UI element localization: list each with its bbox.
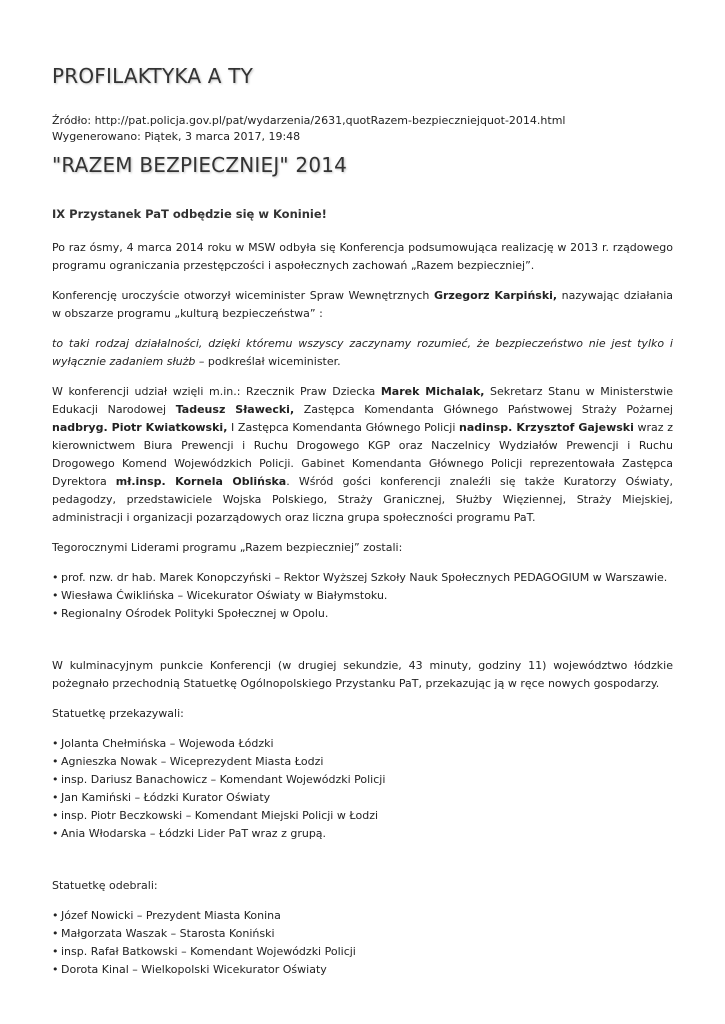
leaders-list — [52, 569, 673, 623]
list-item: • insp. Rafał Batkowski – Komendant Wojewódzki Policji — [52, 943, 673, 961]
text: wraz z kierownictwem Biura Prewencji i Ruchu Drogowego KGP oraz Naczelnicy Wydziałów Prewencji i Ruchu Drogowego Komend Wojewódzkich Policji. Gabinet Komendanta Głównego Policji reprezentowała Zastępca Dyrektora — [52, 421, 673, 488]
text: – podkreślał wiceminister. — [195, 355, 341, 368]
speaker-name: Grzegorz Karpiński, — [433, 289, 558, 302]
list-item: • insp. Piotr Beczkowski – Komendant Miejski Policji w Łodzi — [52, 807, 673, 825]
text: Sekretarz Stanu w Ministerstwie Edukacji Narodowej — [52, 385, 674, 416]
list-item: • Jolanta Chełmińska – Wojewoda Łódzki — [52, 735, 673, 753]
attendee-name: nadbryg. Piotr Kwiatkowski, — [52, 421, 228, 434]
article-title: "RAZEM BEZPIECZNIEJ" 2014 — [52, 153, 348, 177]
document-meta — [52, 113, 565, 145]
handed-over-list — [52, 735, 673, 843]
quote-text: to taki rodzaj działalności, dzięki któremu wszyscy zaczynamy rozumieć, że bezpieczeństwo nie jest tylko i wyłącznie zadaniem służb — [52, 337, 673, 368]
text: nazywając działania w obszarze programu „kulturą bezpieczeństwa” : — [52, 289, 673, 320]
attendee-name: Marek Michalak, — [380, 385, 485, 398]
list-item: • Dorota Kinal – Wielkopolski Wicekurator Oświaty — [52, 961, 673, 979]
list-item: • insp. Dariusz Banachowicz – Komendant Wojewódzki Policji — [52, 771, 673, 789]
source-line: Źródło: http://pat.policja.gov.pl/pat/wydarzenia/2631,quotRazem-bezpieczniejquot-2014.html — [52, 114, 566, 127]
text: I Zastępca Komendanta Głównego Policji — [227, 421, 460, 434]
paragraph-received-intro: Statuetkę odebrali: — [52, 879, 158, 892]
paragraph-intro: Po raz ósmy, 4 marca 2014 roku w MSW odbyła się Konferencja podsumowująca realizację w 2013 r. rządowego programu ograniczania przestępczości i aspołecznych zachowań „Razem bezpieczniej”. — [52, 241, 673, 272]
article-body — [52, 205, 673, 991]
list-item: • Małgorzata Waszak – Starosta Koniński — [52, 925, 673, 943]
paragraph-culmination: W kulminacyjnym punkcie Konferencji (w drugiej sekundzie, 43 minuty, godziny 11) województwo łódzkie pożegnało przechodnią Statuetkę Ogólnopolskiego Przystanku PaT, przekazując ją w ręce nowych gospodarzy. — [52, 659, 673, 690]
article-lead: IX Przystanek PaT odbędzie się w Koninie! — [52, 207, 327, 221]
attendee-name: nadinsp. Krzysztof Gajewski — [459, 421, 634, 434]
list-item: • Jan Kamiński – Łódzki Kurator Oświaty — [52, 789, 673, 807]
paragraph-leaders-intro: Tegorocznymi Liderami programu „Razem bezpieczniej” zostali: — [52, 541, 403, 554]
text: Zastępca Komendanta Głównego Państwowej Straży Pożarnej — [294, 403, 673, 416]
paragraph-handed-over-intro: Statuetkę przekazywali: — [52, 707, 184, 720]
received-list — [52, 907, 673, 979]
text: W konferencji udział wzięli m.in.: Rzecznik Praw Dziecka — [52, 385, 381, 398]
attendee-name: mł.insp. Kornela Oblińska — [115, 475, 287, 488]
list-item: • Wiesława Ćwiklińska – Wicekurator Oświaty w Białymstoku. — [52, 587, 673, 605]
list-item: • Józef Nowicki – Prezydent Miasta Konina — [52, 907, 673, 925]
list-item: • prof. nzw. dr hab. Marek Konopczyński – Rektor Wyższej Szkoły Nauk Społecznych PEDAGOGIUM w Warszawie. — [52, 569, 673, 587]
text: Konferencję uroczyście otworzył wiceminister Spraw Wewnętrznych — [52, 289, 434, 302]
attendee-name: Tadeusz Sławecki, — [175, 403, 295, 416]
generated-line: Wygenerowano: Piątek, 3 marca 2017, 19:48 — [52, 130, 301, 143]
list-item: • Ania Włodarska – Łódzki Lider PaT wraz z grupą. — [52, 825, 673, 843]
paragraph-opening — [52, 287, 673, 323]
site-title: PROFILAKTYKA A TY — [52, 64, 254, 88]
paragraph-attendees — [52, 383, 673, 527]
paragraph-quote — [52, 335, 673, 371]
text: . Wśród gości konferencji znaleźli się także Kuratorzy Oświaty, pedagodzy, przedstawiciele Wojska Polskiego, Straży Granicznej, Służby Więziennej, Straży Miejskiej, administracji i organizacji pozarządowych oraz liczna grupa społeczności programu PaT. — [52, 475, 674, 524]
list-item: • Agnieszka Nowak – Wiceprezydent Miasta Łodzi — [52, 753, 673, 771]
list-item: • Regionalny Ośrodek Polityki Społecznej w Opolu. — [52, 605, 673, 623]
